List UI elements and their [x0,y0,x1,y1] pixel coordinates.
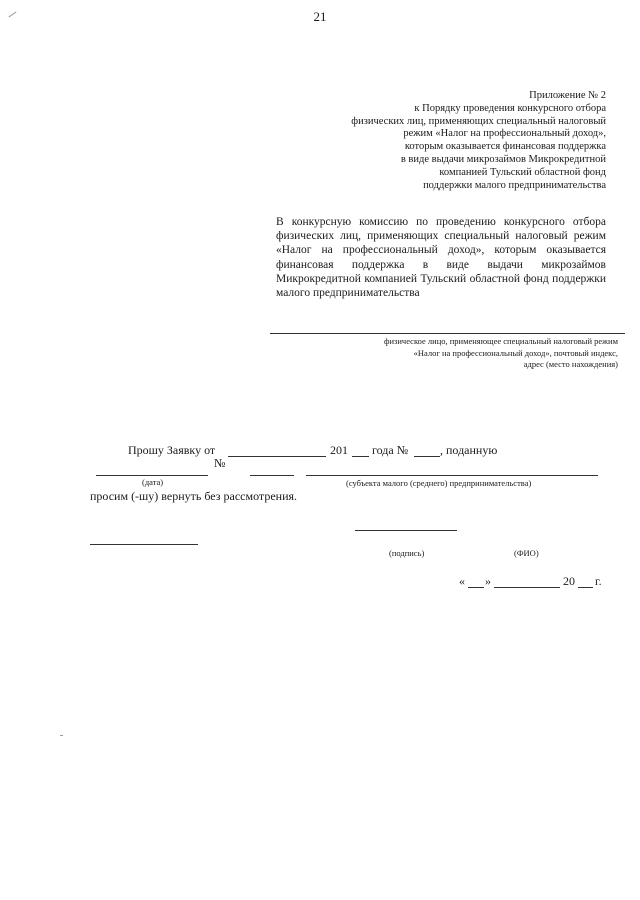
year-blank[interactable] [578,587,593,588]
appendix-line: в виде выдачи микрозаймов Микрокредитной [400,153,606,165]
day-blank[interactable] [468,587,484,588]
return-text: просим (-шу) вернуть без рассмотрения. [90,489,298,503]
appendix-line: физических лиц, применяющих специальный налоговый [351,115,606,127]
signature-line[interactable] [355,530,457,531]
subject-caption: (субъекта малого (среднего) предпринимательства) [346,478,532,488]
signature-caption: (подпись) [389,548,425,558]
date-close-quote: » [485,574,491,588]
request-year-prefix: 201 [330,443,348,457]
date-year-suffix: г. [595,574,602,588]
subject-blank[interactable] [306,475,598,476]
request-year-suffix: года № [372,443,409,457]
appendix-line: которым оказывается финансовая поддержка [404,141,606,153]
month-blank[interactable] [494,587,560,588]
request-date-blank[interactable] [228,456,326,457]
date-blank[interactable] [96,475,208,476]
page-number: 21 [313,9,327,24]
number-blank[interactable] [250,475,294,476]
left-signature-line[interactable] [90,544,198,545]
caption-line: физическое лицо, применяющее специальный налоговый режим [383,336,618,346]
name-caption: (ФИО) [514,548,539,558]
request-number-sign: № [214,456,226,470]
date-caption: (дата) [142,477,164,487]
appendix-line: к Порядку проведения конкурсного отбора [414,102,606,114]
date-year-prefix: 20 [563,574,575,588]
request-suffix: , поданную [440,443,498,457]
appendix-line: поддержки малого предпринимательства [423,179,606,191]
applicant-caption [318,336,618,371]
scan-mark [60,735,63,736]
request-number-blank[interactable] [414,456,440,457]
caption-line: адрес (место нахождения) [523,359,618,369]
caption-line: «Налог на профессиональный доход», почтовый индекс, [413,347,618,358]
date-open-quote: « [459,574,465,588]
appendix-header [316,90,606,192]
applicant-name-line[interactable] [270,333,625,334]
appendix-line: компанией Тульский областной фонд [439,166,606,178]
addressee-block: В конкурсную комиссию по проведению конкурсного отбора физических лиц, применяющих специальный налоговый режим «Налог на профессиональный доход», которым оказывается финансовая поддержка в виде выдачи микрозаймов Микрокредитной компанией Тульский областной фонд поддержки малого предпринимательства [276,216,606,300]
appendix-line: Приложение № 2 [529,90,606,101]
request-year-blank[interactable] [352,456,369,457]
appendix-line: режим «Налог на профессиональный доход», [403,128,606,140]
request-prefix: Прошу Заявку от [128,443,216,457]
